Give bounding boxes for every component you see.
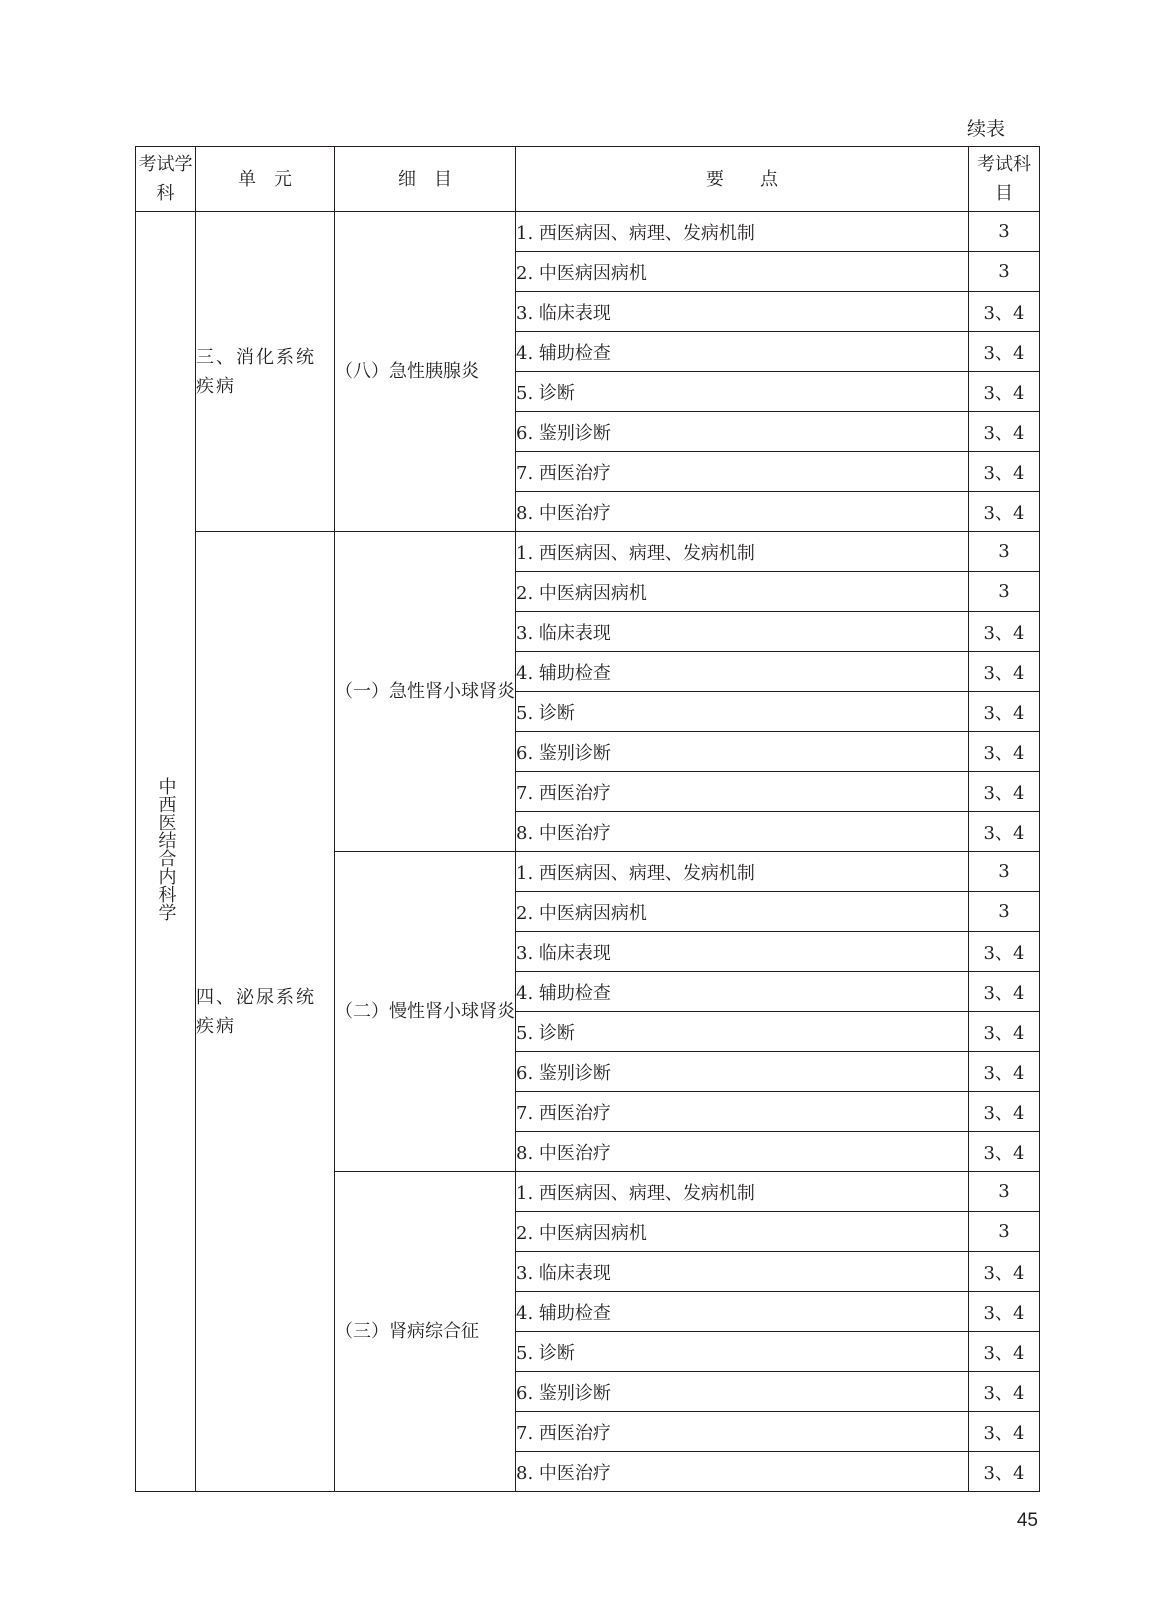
- code-cell: 3: [969, 852, 1040, 892]
- code-cell: 3、4: [969, 652, 1040, 692]
- code-cell: 3、4: [969, 1092, 1040, 1132]
- point-cell: 2. 中医病因病机: [516, 252, 969, 292]
- code-cell: 3、4: [969, 1292, 1040, 1332]
- code-cell: 3: [969, 532, 1040, 572]
- point-cell: 1. 西医病因、病理、发病机制: [516, 212, 969, 252]
- code-cell: 3、4: [969, 372, 1040, 412]
- item-cell: （二）慢性肾小球肾炎: [335, 852, 516, 1172]
- point-cell: 8. 中医治疗: [516, 1452, 969, 1492]
- point-cell: 8. 中医治疗: [516, 1132, 969, 1172]
- header-subject: 考试学科: [136, 147, 196, 212]
- code-cell: 3、4: [969, 612, 1040, 652]
- point-cell: 3. 临床表现: [516, 612, 969, 652]
- point-cell: 4. 辅助检查: [516, 652, 969, 692]
- code-cell: 3、4: [969, 412, 1040, 452]
- code-cell: 3、4: [969, 1132, 1040, 1172]
- point-cell: 4. 辅助检查: [516, 1292, 969, 1332]
- page-number: 45: [1016, 1510, 1038, 1531]
- point-cell: 5. 诊断: [516, 372, 969, 412]
- code-cell: 3、4: [969, 972, 1040, 1012]
- point-cell: 5. 诊断: [516, 1332, 969, 1372]
- code-cell: 3、4: [969, 1412, 1040, 1452]
- code-cell: 3、4: [969, 1052, 1040, 1092]
- point-cell: 7. 西医治疗: [516, 772, 969, 812]
- unit-cell: 四、泌尿系统疾病: [196, 532, 335, 1492]
- point-cell: 3. 临床表现: [516, 1252, 969, 1292]
- point-cell: 6. 鉴别诊断: [516, 412, 969, 452]
- item-cell: （八）急性胰腺炎: [335, 212, 516, 532]
- point-cell: 6. 鉴别诊断: [516, 1372, 969, 1412]
- item-cell: （三）肾病综合征: [335, 1172, 516, 1492]
- table-row: [136, 212, 1040, 252]
- code-cell: 3: [969, 1212, 1040, 1252]
- continued-label: 续表: [966, 118, 1005, 140]
- header-item: 细 目: [335, 147, 516, 212]
- point-cell: 7. 西医治疗: [516, 1092, 969, 1132]
- syllabus-table: [135, 146, 1040, 1492]
- table-header-row: [136, 147, 1040, 212]
- unit-cell: 三、消化系统疾病: [196, 212, 335, 532]
- table-row: [136, 532, 1040, 572]
- code-cell: 3、4: [969, 1332, 1040, 1372]
- point-cell: 3. 临床表现: [516, 932, 969, 972]
- header-point: 要 点: [516, 147, 969, 212]
- point-cell: 7. 西医治疗: [516, 452, 969, 492]
- code-cell: 3、4: [969, 492, 1040, 532]
- code-cell: 3: [969, 212, 1040, 252]
- point-cell: 5. 诊断: [516, 1012, 969, 1052]
- code-cell: 3、4: [969, 1452, 1040, 1492]
- point-cell: 6. 鉴别诊断: [516, 732, 969, 772]
- point-cell: 4. 辅助检查: [516, 972, 969, 1012]
- point-cell: 6. 鉴别诊断: [516, 1052, 969, 1092]
- code-cell: 3、4: [969, 292, 1040, 332]
- code-cell: 3、4: [969, 1012, 1040, 1052]
- code-cell: 3: [969, 892, 1040, 932]
- header-unit: 单 元: [196, 147, 335, 212]
- point-cell: 1. 西医病因、病理、发病机制: [516, 532, 969, 572]
- subject-text: 中西医结合内科学: [155, 777, 177, 921]
- table-body: [136, 212, 1040, 1492]
- code-cell: 3、4: [969, 332, 1040, 372]
- point-cell: 7. 西医治疗: [516, 1412, 969, 1452]
- code-cell: 3: [969, 572, 1040, 612]
- point-cell: 8. 中医治疗: [516, 812, 969, 852]
- point-cell: 4. 辅助检查: [516, 332, 969, 372]
- code-cell: 3、4: [969, 732, 1040, 772]
- code-cell: 3、4: [969, 1372, 1040, 1412]
- point-cell: 1. 西医病因、病理、发病机制: [516, 1172, 969, 1212]
- item-cell: （一）急性肾小球肾炎: [335, 532, 516, 852]
- point-cell: 5. 诊断: [516, 692, 969, 732]
- point-cell: 2. 中医病因病机: [516, 572, 969, 612]
- code-cell: 3、4: [969, 812, 1040, 852]
- code-cell: 3、4: [969, 932, 1040, 972]
- code-cell: 3: [969, 252, 1040, 292]
- point-cell: 3. 临床表现: [516, 292, 969, 332]
- code-cell: 3: [969, 1172, 1040, 1212]
- code-cell: 3、4: [969, 1252, 1040, 1292]
- point-cell: 8. 中医治疗: [516, 492, 969, 532]
- subject-cell: [136, 212, 196, 1492]
- point-cell: 1. 西医病因、病理、发病机制: [516, 852, 969, 892]
- point-cell: 2. 中医病因病机: [516, 892, 969, 932]
- code-cell: 3、4: [969, 772, 1040, 812]
- header-code: 考试科目: [969, 147, 1040, 212]
- code-cell: 3、4: [969, 692, 1040, 732]
- point-cell: 2. 中医病因病机: [516, 1212, 969, 1252]
- code-cell: 3、4: [969, 452, 1040, 492]
